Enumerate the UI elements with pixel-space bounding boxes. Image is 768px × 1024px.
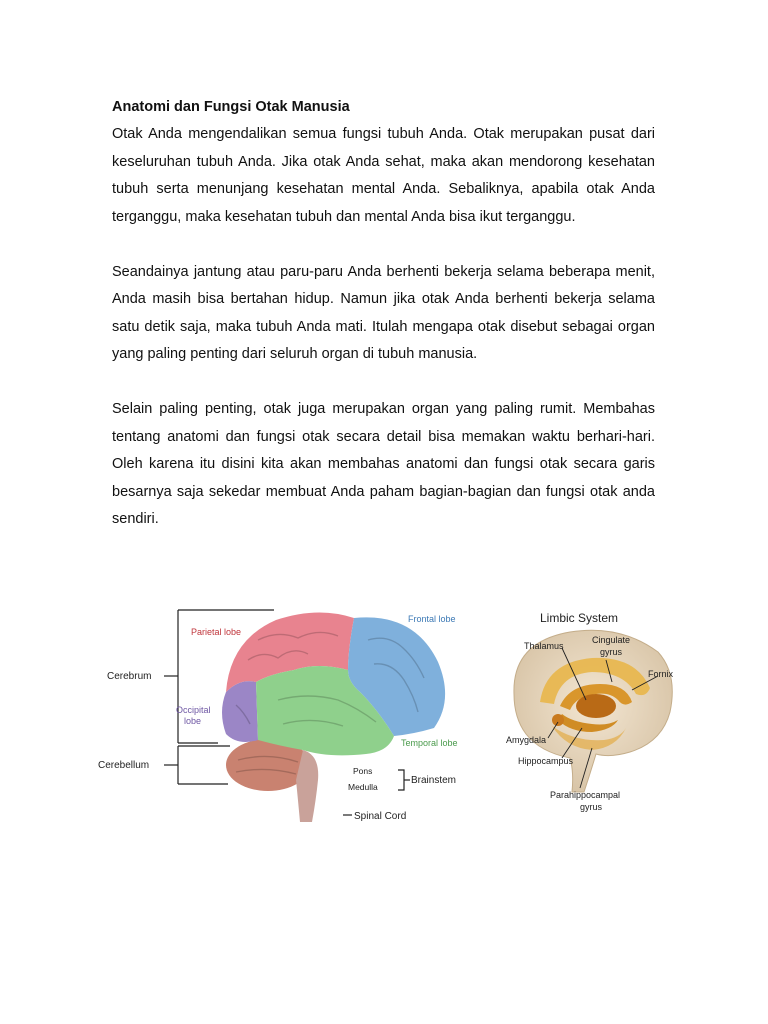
temporal-label: Temporal lobe [401, 738, 458, 748]
occipital-label-line2: lobe [184, 716, 202, 726]
cingulate-label-line2: gyrus [600, 647, 623, 657]
limbic-system-figure [500, 602, 680, 820]
thalamus-shape [576, 694, 616, 718]
amygdala-label: Amygdala [506, 735, 547, 745]
pons-label: Pons [353, 766, 373, 776]
cingulate-label-line1: Cingulate [592, 635, 631, 645]
occipital-label-line1: Occipital [176, 705, 211, 715]
paragraph: Selain paling penting, otak juga merupakan organ yang paling rumit. Membahas tentang anatomi dan fungsi otak secara detail bisa memakan waktu berhari-hari. Oleh karena itu disini kita akan membahas anatomi dan fungsi otak secara garis besarnya saja sekedar membuat Anda paham bagian-bagian dan fungsi otak anda sendiri. [112, 401, 655, 527]
fornix-label: Fornix [648, 669, 674, 679]
hippocampus-label: Hippocampus [518, 756, 574, 766]
frontal-label: Frontal lobe [408, 614, 456, 624]
amygdala-shape [552, 714, 564, 726]
paragraph: Seandainya jantung atau paru-paru Anda berhenti bekerja selama beberapa menit, Anda masih bisa bertahan hidup. Namun jika otak Anda berhenti bekerja selama satu detik saja, maka tubuh Anda mati. Itulah mengapa otak disebut sebagai organ yang paling penting dari seluruh organ di tubuh manusia. [112, 263, 655, 362]
parahippocampal-label-line2: gyrus [580, 802, 603, 812]
cerebrum-label: Cerebrum [107, 671, 152, 682]
spinal-cord-label: Spinal Cord [354, 811, 407, 822]
medulla-label: Medulla [348, 782, 378, 792]
limbic-system-diagram [500, 602, 680, 820]
document-title: Anatomi dan Fungsi Otak Manusia [112, 99, 350, 115]
thalamus-label: Thalamus [524, 641, 564, 651]
brainstem-label: Brainstem [411, 775, 457, 786]
brain-lobes-figure [98, 600, 470, 830]
document-body [112, 97, 655, 561]
limbic-title: Limbic System [540, 611, 619, 625]
cerebellum-label: Cerebellum [98, 760, 150, 771]
brain-lobes-diagram [98, 600, 470, 830]
paragraph: Otak Anda mengendalikan semua fungsi tubuh Anda. Otak merupakan pusat dari keseluruhan tubuh Anda. Jika otak Anda sehat, maka akan mendorong kesehatan tubuh serta menunjang kesehatan mental Anda. Sebaliknya, apabila otak Anda terganggu, maka kesehatan tubuh dan mental Anda bisa ikut terganggu. [112, 126, 655, 225]
parahippocampal-label-line1: Parahippocampal [550, 790, 621, 800]
parietal-label: Parietal lobe [191, 627, 242, 637]
